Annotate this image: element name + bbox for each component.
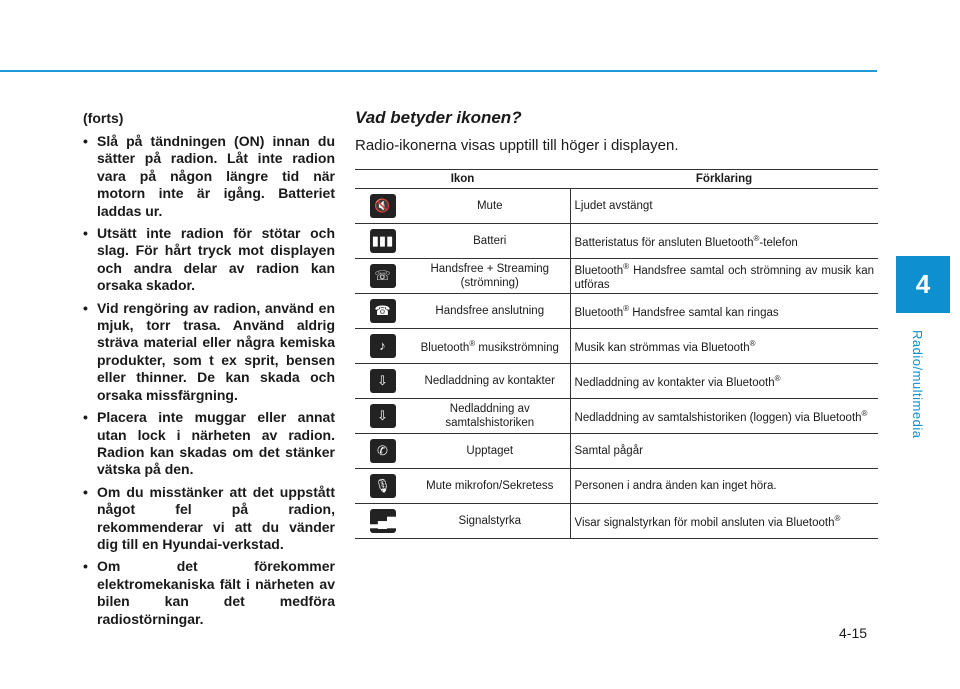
- mic-mute-icon: 🎙: [370, 474, 396, 498]
- icon-cell: [355, 504, 410, 539]
- icon-cell: [355, 364, 410, 399]
- icon-name: Handsfree + Streaming (strömning): [410, 259, 570, 294]
- table-row: [355, 469, 878, 504]
- icon-name: Mute: [410, 189, 570, 224]
- icon-description: Batteristatus för ansluten Bluetooth®-telefon: [570, 224, 878, 259]
- icon-name: Bluetooth® musikströmning: [410, 329, 570, 364]
- icon-description: Samtal pågår: [570, 434, 878, 469]
- table-row: [355, 294, 878, 329]
- page-number: 4-15: [839, 625, 868, 641]
- icon-description: Musik kan strömmas via Bluetooth®: [570, 329, 878, 364]
- bullet-item: • Utsätt inte radion för stötar och slag. För hårt tryck mot displayen och andra delar av radion kan orsaka skador.: [83, 225, 335, 295]
- icon-description: Nedladdning av kontakter via Bluetooth®: [570, 364, 878, 399]
- continued-heading: (forts): [83, 110, 124, 126]
- bullet-item: • Vid rengöring av radion, använd en mjuk, torr trasa. Använd aldrig sträva material eller några kemiska produkter, som t ex sprit, bensen eller thinner. De kan skada och orsaka missfärgning.: [83, 300, 335, 404]
- icon-name: Signalstyrka: [410, 504, 570, 539]
- table-row: [355, 399, 878, 434]
- chapter-number-tab[interactable]: 4: [896, 256, 950, 313]
- table-row: [355, 259, 878, 294]
- care-bullet-list: [83, 133, 335, 628]
- table-row: [355, 364, 878, 399]
- icon-table-body: [355, 189, 878, 539]
- table-row: [355, 224, 878, 259]
- table-row: [355, 504, 878, 539]
- icon-cell: [355, 224, 410, 259]
- call-history-download-icon: ⇩: [370, 404, 396, 428]
- table-row: [355, 189, 878, 224]
- table-header-row: [355, 170, 878, 189]
- icon-name: Mute mikrofon/Sekretess: [410, 469, 570, 504]
- icon-name: Handsfree anslutning: [410, 294, 570, 329]
- icon-cell: [355, 294, 410, 329]
- left-column: [83, 110, 335, 633]
- section-heading: Vad betyder ikonen?: [355, 108, 522, 127]
- call-busy-icon: ✆: [370, 439, 396, 463]
- icon-cell: [355, 469, 410, 504]
- section-intro: Radio-ikonerna visas upptill till höger i displayen.: [355, 137, 679, 154]
- bullet-item: • Placera inte muggar eller annat utan lock i närheten av radion. Radion kan skadas om det stänker vätska på den.: [83, 409, 335, 479]
- icon-cell: [355, 329, 410, 364]
- handsfree-connected-icon: ☎: [370, 299, 396, 323]
- icon-description: Bluetooth® Handsfree samtal kan ringas: [570, 294, 878, 329]
- icon-cell: [355, 189, 410, 224]
- table-row: [355, 434, 878, 469]
- icon-cell: [355, 259, 410, 294]
- icon-table: [355, 169, 878, 539]
- right-column: [355, 108, 878, 539]
- icon-description: Bluetooth® Handsfree samtal och strömning av musik kan utföras: [570, 259, 878, 294]
- bluetooth-music-icon: ♪: [370, 334, 396, 358]
- header-rule: [0, 70, 877, 72]
- chapter-title: Radio/multimedia: [910, 330, 925, 439]
- icon-description: Ljudet avstängt: [570, 189, 878, 224]
- icon-description: Personen i andra änden kan inget höra.: [570, 469, 878, 504]
- battery-icon: ▮▮▮: [370, 229, 396, 253]
- mute-speaker-icon: 🔇: [370, 194, 396, 218]
- bullet-item: • Slå på tändningen (ON) innan du sätter på radion. Låt inte radion vara på någon längre tid när motorn inte är igång. Batteriet laddas ur.: [83, 133, 335, 220]
- header-icon: Ikon: [355, 170, 570, 189]
- contacts-download-icon: ⇩: [370, 369, 396, 393]
- header-description: Förklaring: [570, 170, 878, 189]
- icon-name: Upptaget: [410, 434, 570, 469]
- icon-name: Batteri: [410, 224, 570, 259]
- bullet-item: • Om det förekommer elektromekaniska fält i närheten av bilen kan det medföra radiostörningar.: [83, 558, 335, 628]
- table-row: [355, 329, 878, 364]
- handsfree-streaming-icon: ☏: [370, 264, 396, 288]
- bullet-item: • Om du misstänker att det uppstått något fel på radion, rekommenderar vi att du vänder dig till en Hyundai-verkstad.: [83, 484, 335, 554]
- icon-description: Visar signalstyrkan för mobil ansluten via Bluetooth®: [570, 504, 878, 539]
- icon-cell: [355, 399, 410, 434]
- icon-cell: [355, 434, 410, 469]
- icon-description: Nedladdning av samtalshistoriken (loggen) via Bluetooth®: [570, 399, 878, 434]
- icon-name: Nedladdning av samtalshistoriken: [410, 399, 570, 434]
- icon-name: Nedladdning av kontakter: [410, 364, 570, 399]
- signal-strength-icon: ▂▄▆: [370, 509, 396, 533]
